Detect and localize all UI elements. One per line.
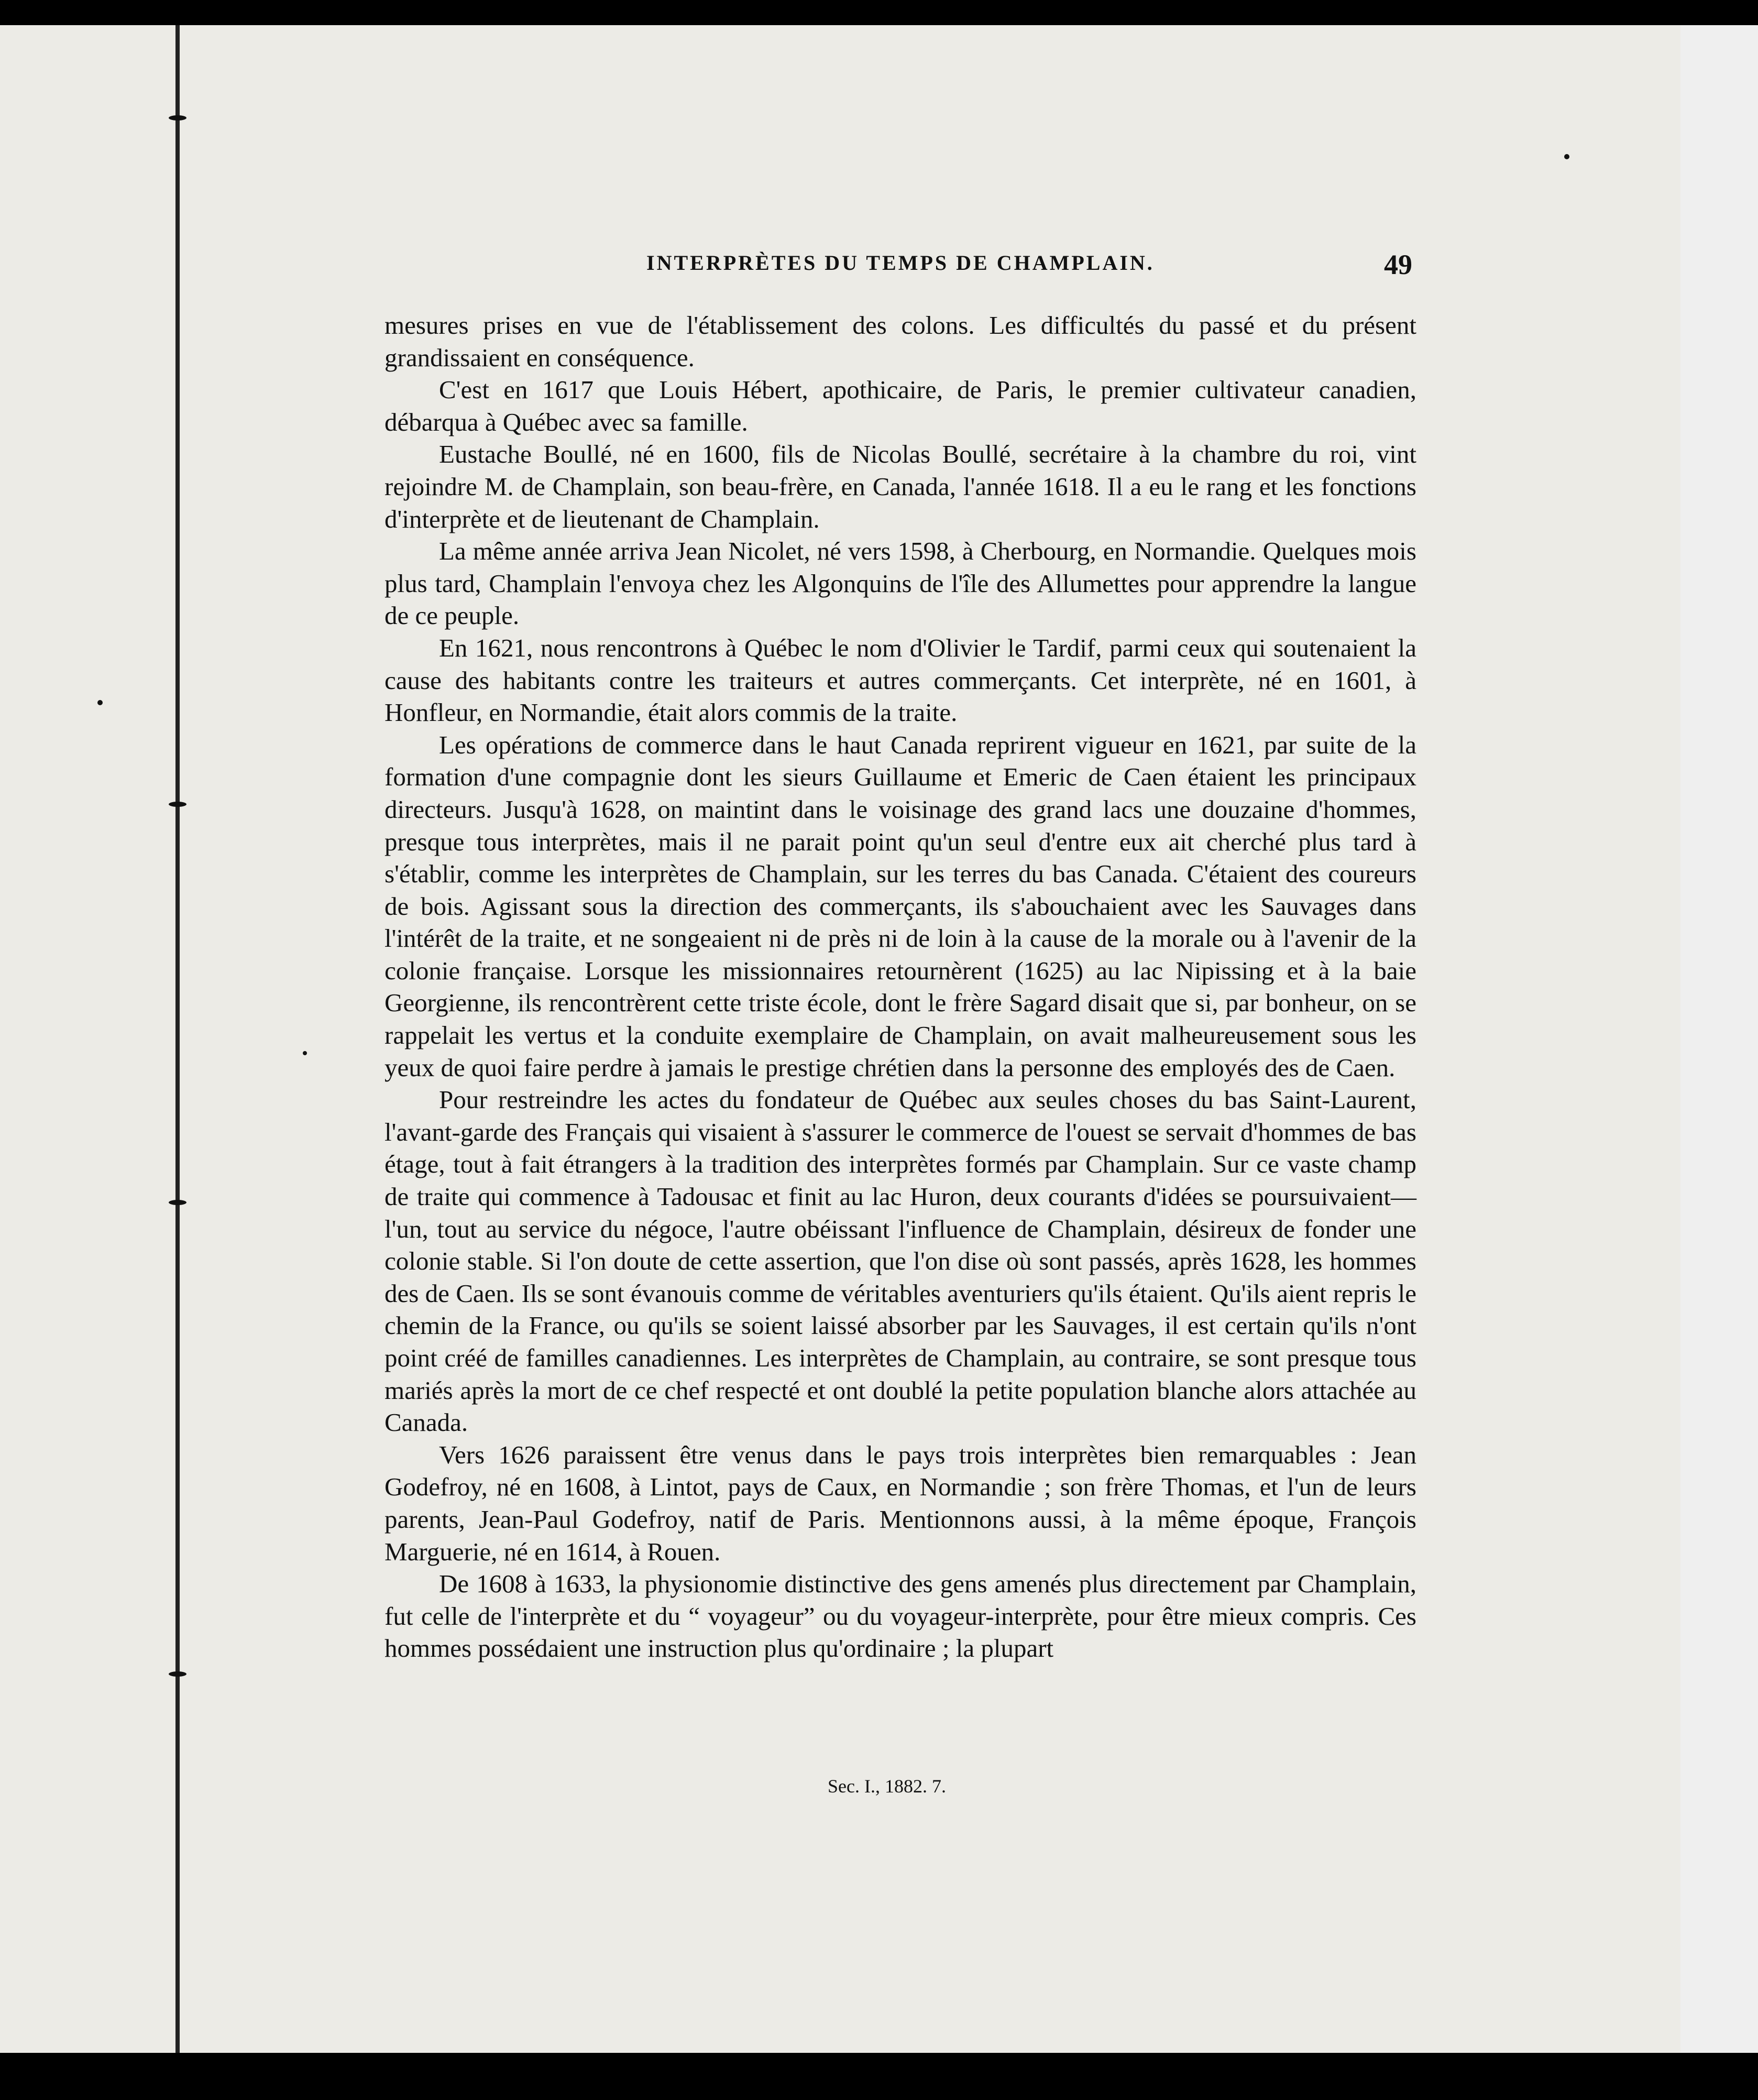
paragraph: Pour restreindre les actes du fondateur de Québec aux seules choses du bas Saint-Laurent, l'avant-garde des Français qui visaient à s'assurer le commerce de l'ouest se servait d'hommes de bas étage, tout à fait étrangers à la tradition des interprètes formés par Champlain. Sur ce vaste champ de traite qui commence à Tadousac et finit au lac Huron, deux courants d'idées se poursuivaient—l'un, tout au service du négoce, l'autre obéissant l'influence de Champlain, désireux de fonder une colonie stable. Si l'on doute de cette assertion, que l'on dise où sont passés, après 1628, les hommes des de Caen. Ils se sont évanouis comme de véritables aventuriers qu'ils étaient. Qu'ils aient repris le chemin de la France, ou qu'ils se soient laissé absorber par les Sauvages, il est certain qu'ils n'ont point créé de familles canadiennes. Les interprètes de Champlain, au contraire, se sont presque tous mariés après la mort de ce chef respecté et ont doublé la petite population blanche alors attachée au Canada. xyxy=(384,1085,1416,1437)
paragraph: Les opérations de commerce dans le haut Canada reprirent vigueur en 1621, par suite de la formation d'une compagnie dont les sieurs Guillaume et Emeric de Caen étaient les principaux directeurs. Jusqu'à 1628, on maintint dans le voisinage des grand lacs une douzaine d'hommes, presque tous interprètes, mais il ne parait point qu'un seul d'entre eux ait cherché plus tard à s'établir, comme les interprètes de Champlain, sur les terres du bas Canada. C'étaient des coureurs de bois. Agissant sous la direction des commerçants, ils s'abouchaient avec les Sauvages dans l'intérêt de la traite, et ne songeaient ni de près ni de loin à la cause de la morale ou à l'avenir de la colonie française. Lorsque les missionnaires retournèrent (1625) au lac Nipissing et à la baie Georgienne, ils rencontrèrent cette triste école, dont le frère Sagard disait que si, par bonheur, on se rappelait les vertus et la conduite exemplaire de Champlain, on avait malheureusement sous les yeux de quoi faire perdre à jamais le prestige chrétien dans la personne des employés des de Caen. xyxy=(384,730,1416,1082)
scan-speck xyxy=(97,700,103,705)
main-text xyxy=(384,309,1416,1665)
signature-line: Sec. I., 1882. 7. xyxy=(828,1776,946,1797)
paragraph: En 1621, nous rencontrons à Québec le nom d'Olivier le Tardif, parmi ceux qui soutenaient la cause des habitants contre les traiteurs et autres commerçants. Cet interprète, né en 1601, à Honfleur, en Normandie, était alors commis de la traite. xyxy=(384,633,1416,727)
binding-mark xyxy=(169,802,186,807)
page-number: 49 xyxy=(1384,249,1412,280)
paragraph: Vers 1626 paraissent être venus dans le pays trois interprètes bien remarquables : Jean Godefroy, né en 1608, à Lintot, pays de Caux, en Normandie ; son frère Thomas, et l'un de leurs parents, Jean-Paul Godefroy, natif de Paris. Mentionnons aussi, à la même époque, François Marguerie, né en 1614, à Rouen. xyxy=(384,1440,1416,1566)
paragraph: La même année arriva Jean Nicolet, né vers 1598, à Cherbourg, en Normandie. Quelques mois plus tard, Champlain l'envoya chez les Algonquins de l'île des Allumettes pour apprendre la langue de ce peuple. xyxy=(384,537,1416,630)
binding-edge xyxy=(175,25,180,2053)
paragraph: C'est en 1617 que Louis Hébert, apothicaire, de Paris, le premier cultivateur canadien, débarqua à Québec avec sa famille. xyxy=(384,375,1416,436)
right-margin xyxy=(1680,25,1758,2053)
scan-speck xyxy=(303,1051,307,1055)
left-margin xyxy=(0,25,178,2053)
binding-mark xyxy=(169,1671,186,1677)
scan-speck xyxy=(1564,154,1569,159)
running-title: INTERPRÈTES DU TEMPS DE CHAMPLAIN. xyxy=(646,251,1155,275)
binding-mark xyxy=(169,1200,186,1205)
paragraph: Eustache Boullé, né en 1600, fils de Nicolas Boullé, secrétaire à la chambre du roi, vint rejoindre M. de Champlain, son beau-frère, en Canada, l'année 1618. Il a eu le rang et les fonctions d'interprète et de lieutenant de Champlain. xyxy=(384,440,1416,533)
paragraph: mesures prises en vue de l'établissement des colons. Les difficultés du passé et du présent grandissaient en conséquence. xyxy=(384,311,1416,372)
paragraph: De 1608 à 1633, la physionomie distinctive des gens amenés plus directement par Champlain, fut celle de l'interprète et du “ voyageur” ou du voyageur-interprète, pour être mieux compris. Ces hommes possédaient une instruction plus qu'ordinaire ; la plupart xyxy=(384,1569,1416,1663)
binding-mark xyxy=(169,115,186,121)
